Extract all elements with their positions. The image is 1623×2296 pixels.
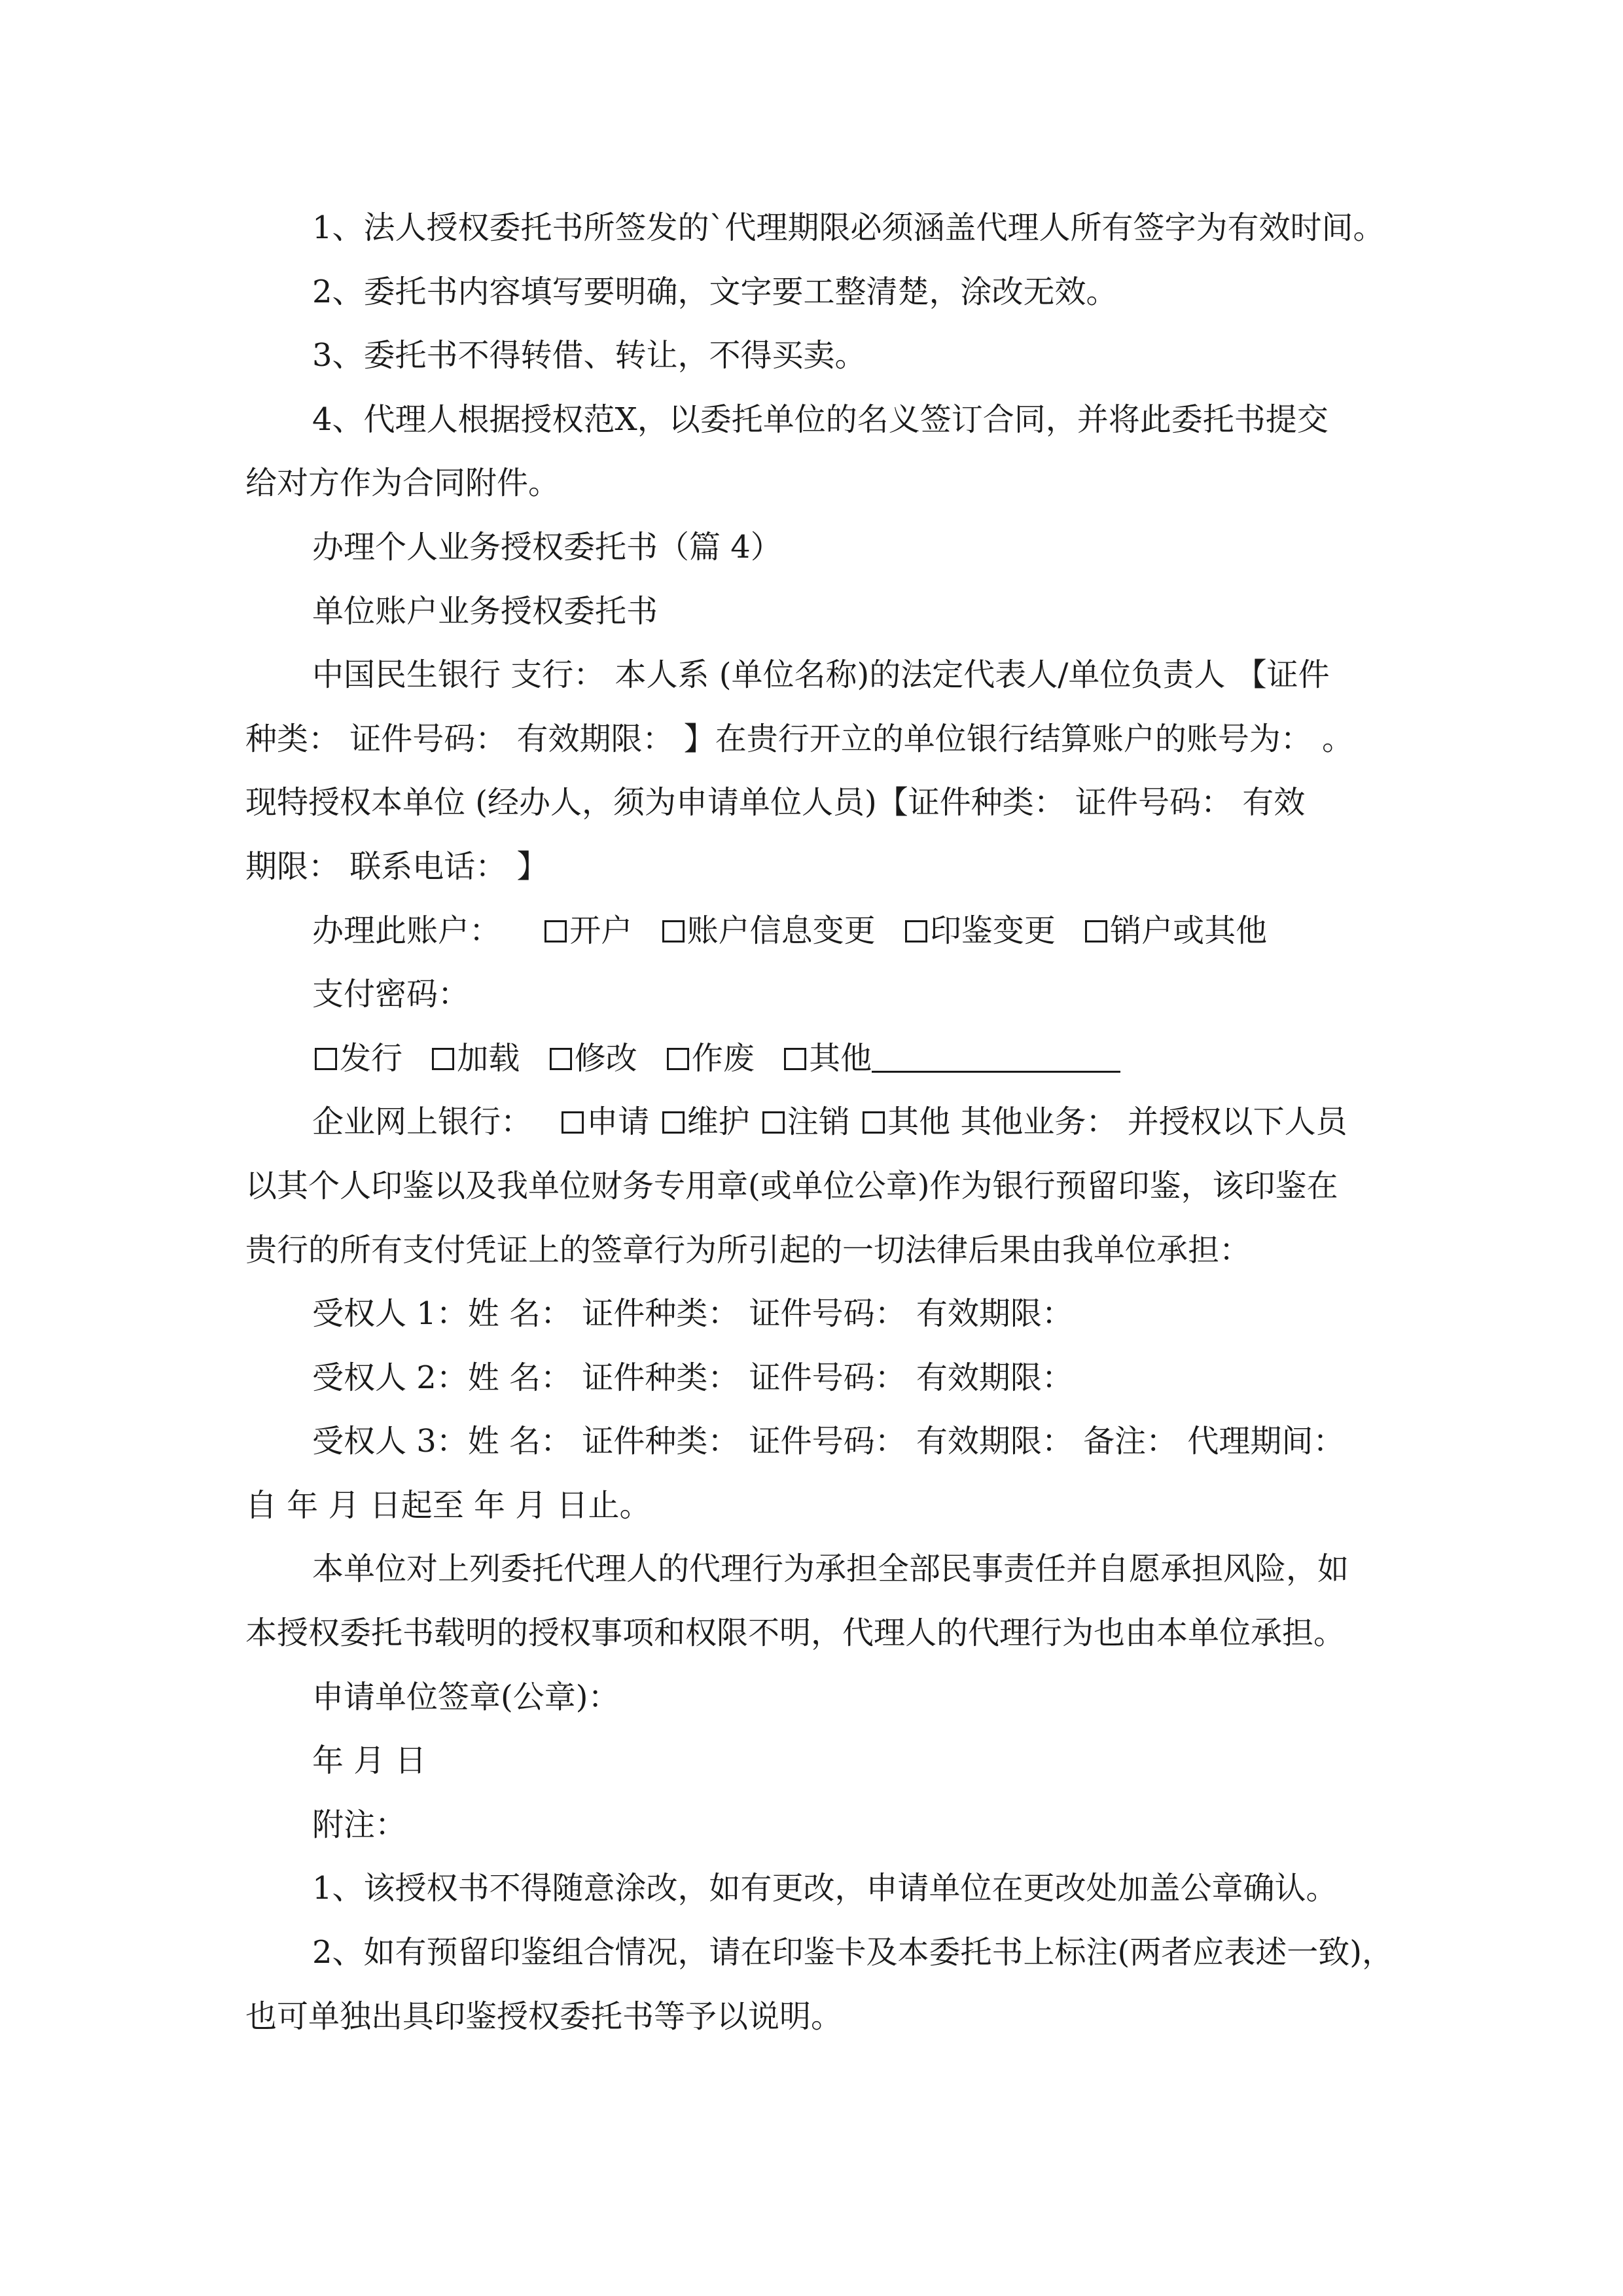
checkbox-other[interactable] <box>784 1048 806 1070</box>
checkbox-issue[interactable] <box>315 1048 337 1070</box>
document-page <box>245 196 1423 2049</box>
appendix-1: 1、该授权书不得随意涂改，如有更改，申请单位在更改处加盖公章确认。 <box>312 1870 1338 1907</box>
doc-title: 单位账户业务授权委托书 <box>312 592 658 630</box>
checkbox-online-other[interactable] <box>863 1111 885 1134</box>
checkbox-cancel[interactable] <box>762 1111 785 1134</box>
checkbox-maintain[interactable] <box>662 1111 685 1134</box>
account-ops-label: 办理此账户： <box>312 912 501 949</box>
online-bank-row <box>245 1090 1423 1155</box>
checkbox-modify[interactable] <box>550 1048 572 1070</box>
intro-line-4: 期限： 联系电话： 】 <box>245 848 548 885</box>
payment-password-row <box>245 1027 1423 1091</box>
option-cancel: 注销 <box>787 1103 850 1141</box>
agency-period: 自 年 月 日起至 年 月 日止。 <box>245 1486 651 1524</box>
online-bank-tail: 其他业务： 并授权以下人员 <box>960 1103 1347 1141</box>
liability-1: 本单位对上列委托代理人的代理行为承担全部民事责任并自愿承担风险，如 <box>312 1551 1349 1588</box>
signature-label: 申请单位签章(公章)： <box>312 1678 620 1715</box>
checkbox-seal-change[interactable] <box>905 920 927 942</box>
seal-text-1: 以其个人印鉴以及我单位财务专用章(或单位公章)作为银行预留印鉴，该印鉴在 <box>245 1167 1338 1204</box>
intro-line-3: 现特授权本单位 (经办人，须为申请单位人员)【证件种类： 证件号码： 有效 <box>245 784 1306 821</box>
checkbox-void[interactable] <box>667 1048 689 1070</box>
note-2: 2、委托书内容填写要明确，文字要工整清楚，涂改无效。 <box>312 273 1118 310</box>
seal-text-2: 贵行的所有支付凭证上的签章行为所引起的一切法律后果由我单位承担： <box>245 1231 1251 1268</box>
grantee-3: 受权人 3：姓 名： 证件种类： 证件号码： 有效期限： 备注： 代理期间： <box>312 1423 1345 1460</box>
note-3: 3、委托书不得转借、转让，不得买卖。 <box>312 337 866 374</box>
option-void: 作废 <box>691 1039 755 1077</box>
option-apply: 申请 <box>586 1103 650 1141</box>
appendix-2-cont: 也可单独出具印鉴授权委托书等予以说明。 <box>245 1998 843 2035</box>
option-open: 开户 <box>569 912 633 949</box>
option-online-other: 其他 <box>887 1103 951 1141</box>
note-4-cont: 给对方作为合同附件。 <box>245 465 560 502</box>
option-info-change: 账户信息变更 <box>687 912 876 949</box>
appendix-label: 附注： <box>312 1806 407 1843</box>
grantee-2: 受权人 2：姓 名： 证件种类： 证件号码： 有效期限： <box>312 1359 1073 1396</box>
option-close-other: 销户或其他 <box>1110 912 1268 949</box>
liability-2: 本授权委托书载明的授权事项和权限不明，代理人的代理行为也由本单位承担。 <box>245 1615 1346 1652</box>
note-1: 1、法人授权委托书所签发的`代理期限必须涵盖代理人所有签字为有效时间。 <box>312 209 1385 246</box>
account-ops-row <box>245 899 1423 963</box>
checkbox-info-change[interactable] <box>662 920 685 942</box>
other-blank-line[interactable] <box>872 1042 1120 1073</box>
checkbox-close-other[interactable] <box>1085 920 1107 942</box>
option-load: 加载 <box>457 1039 520 1077</box>
option-maintain: 维护 <box>687 1103 750 1141</box>
payment-password-label: 支付密码： <box>312 976 470 1013</box>
option-seal-change: 印鉴变更 <box>929 912 1056 949</box>
checkbox-apply[interactable] <box>562 1111 584 1134</box>
appendix-2: 2、如有预留印鉴组合情况，请在印鉴卡及本委托书上标注(两者应表述一致)， <box>312 1934 1393 1971</box>
online-bank-label: 企业网上银行： <box>312 1103 533 1141</box>
option-modify: 修改 <box>574 1039 637 1077</box>
option-issue: 发行 <box>340 1039 403 1077</box>
intro-line-1: 中国民生银行 支行： 本人系 (单位名称)的法定代表人/单位负责人 【证件 <box>312 656 1330 694</box>
checkbox-load[interactable] <box>432 1048 454 1070</box>
option-other: 其他 <box>809 1039 872 1077</box>
grantee-1: 受权人 1：姓 名： 证件种类： 证件号码： 有效期限： <box>312 1295 1073 1333</box>
date-line: 年 月 日 <box>312 1742 427 1780</box>
note-4: 4、代理人根据授权范X，以委托单位的名义签订合同，并将此委托书提交 <box>312 401 1329 438</box>
section-title: 办理个人业务授权委托书（篇 4） <box>312 528 782 565</box>
intro-line-2: 种类： 证件号码： 有效期限： 】在贵行开立的单位银行结算账户的账号为： 。 <box>245 720 1354 757</box>
checkbox-open[interactable] <box>544 920 567 942</box>
